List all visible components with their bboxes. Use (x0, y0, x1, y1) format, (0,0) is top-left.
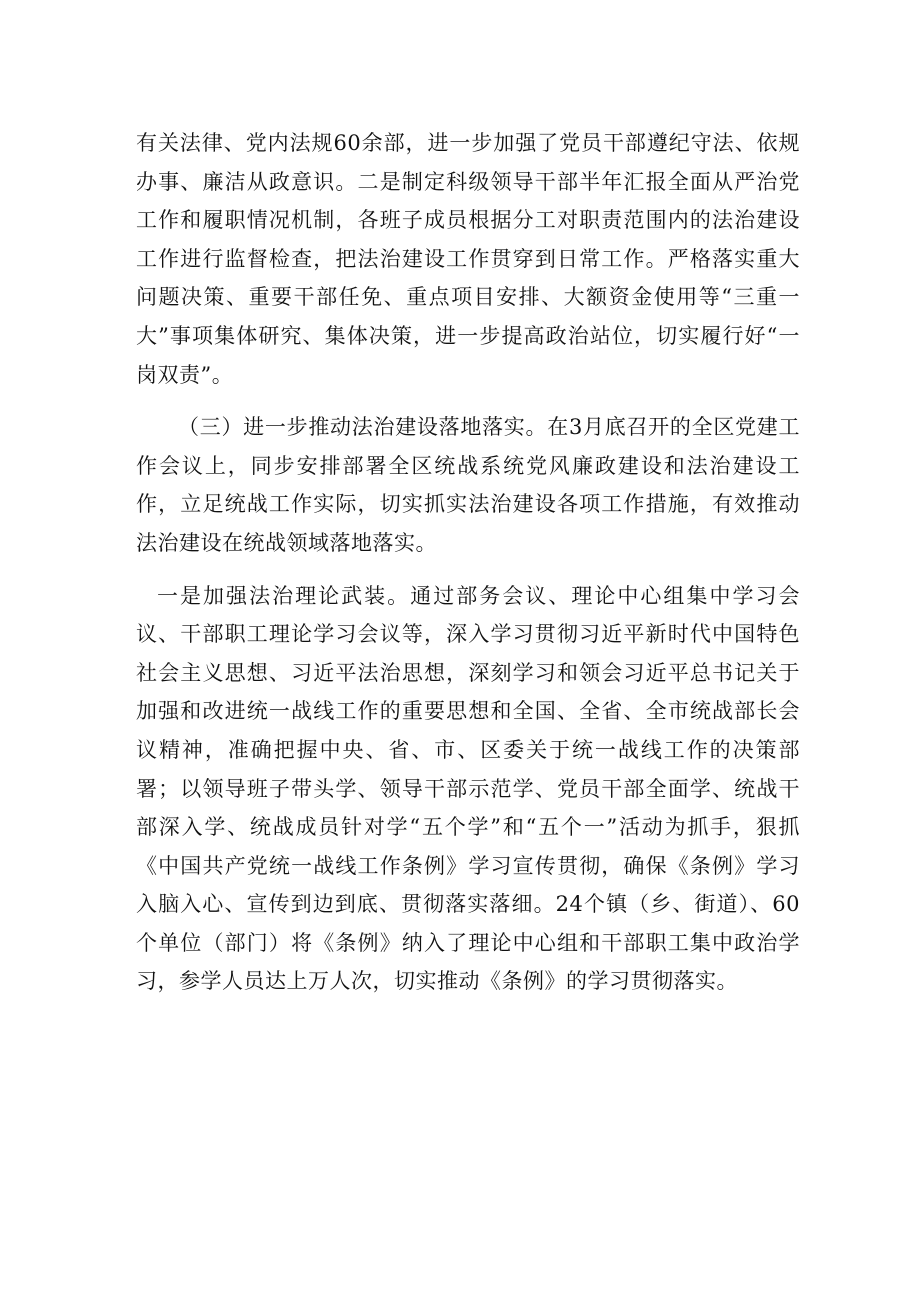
document-body (136, 124, 800, 1001)
paragraph-3: 一是加强法治理论武装。通过部务会议、理论中心组集中学习会议、干部职工理论学习会议等，深入学习贯彻习近平新时代中国特色社会主义思想、习近平法治思想，深刻学习和领会习近平总书记关于加强和改进统一战线工作的重要思想和全国、全省、全市统战部长会议精神，准确把握中央、省、市、区委关于统一战线工作的决策部署；以领导班子带头学、领导干部示范学、党员干部全面学、统战干部深入学、统战成员针对学“五个学”和“五个一”活动为抓手，狠抓《中国共产党统一战线工作条例》学习宣传贯彻，确保《条例》学习入脑入心、宣传到边到底、贯彻落实落细。24个镇（乡、街道）、60个单位（部门）将《条例》纳入了理论中心组和干部职工集中政治学习，参学人员达上万人次，切实推动《条例》的学习贯彻落实。 (136, 583, 800, 994)
paragraph-1: 有关法律、党内法规60余部，进一步加强了党员干部遵纪守法、依规办事、廉洁从政意识。二是制定科级领导干部半年汇报全面从严治党工作和履职情况机制，各班子成员根据分工对职责范围内的法治建设工作进行监督检查，把法治建设工作贯穿到日常工作。严格落实重大问题决策、重要干部任免、重点项目安排、大额资金使用等“三重一大”事项集体研究、集体决策，进一步提高政治站位，切实履行好“一岗双责”。 (136, 131, 800, 387)
paragraph-2: （三）进一步推动法治建设落地落实。在3月底召开的全区党建工作会议上，同步安排部署全区统战系统党风廉政建设和法治建设工作，立足统战工作实际，切实抓实法治建设各项工作措施，有效推动法治建设在统战领域落地落实。 (136, 415, 800, 555)
